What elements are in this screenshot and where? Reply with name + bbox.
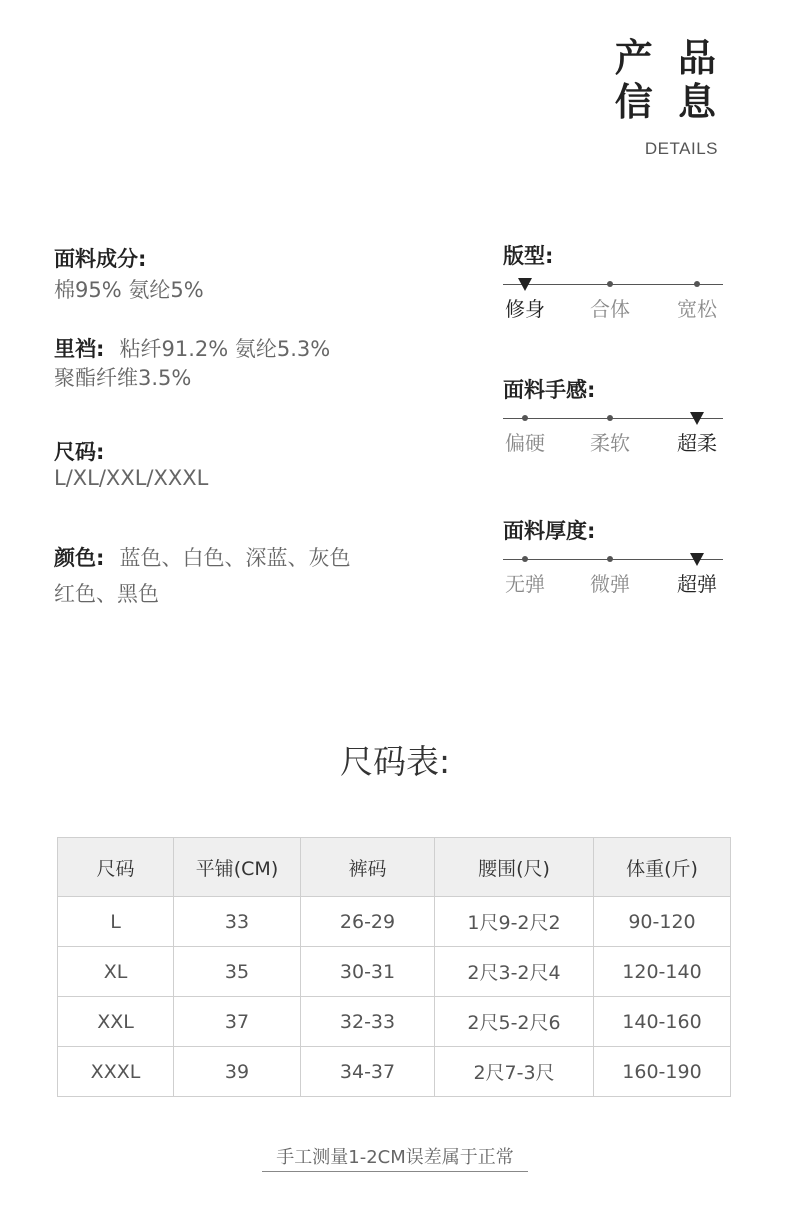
scale-dot bbox=[522, 556, 528, 562]
table-cell: 2尺5-2尺6 bbox=[435, 997, 594, 1047]
color-value-1: 蓝色、白色、深蓝、灰色 bbox=[119, 546, 351, 570]
table-cell: L bbox=[58, 897, 174, 947]
header-cell: 尺码 bbox=[58, 838, 174, 897]
table-cell: 35 bbox=[174, 947, 301, 997]
color-row bbox=[54, 542, 351, 572]
table-cell: 2尺7-3尺 bbox=[435, 1047, 594, 1097]
table-row bbox=[58, 897, 731, 947]
table-cell: XXXL bbox=[58, 1047, 174, 1097]
scale-option: 合体 bbox=[590, 297, 630, 321]
table-cell: 1尺9-2尺2 bbox=[435, 897, 594, 947]
table-cell: 90-120 bbox=[594, 897, 731, 947]
selected-marker-icon bbox=[518, 278, 532, 291]
fabric-value: 棉95% 氨纶5% bbox=[54, 278, 204, 302]
note-underline bbox=[262, 1171, 528, 1172]
scale-dot bbox=[522, 415, 528, 421]
scale-dot bbox=[607, 415, 613, 421]
scale-option: 修身 bbox=[505, 297, 545, 321]
title-line-1: 产 品 bbox=[614, 36, 722, 80]
header-cell: 体重(斤) bbox=[594, 838, 731, 897]
title-line-2: 信 息 bbox=[614, 80, 722, 124]
scale-option: 偏硬 bbox=[505, 431, 545, 455]
table-cell: 39 bbox=[174, 1047, 301, 1097]
table-row bbox=[58, 947, 731, 997]
scale-option: 宽松 bbox=[677, 297, 717, 321]
table-cell: 26-29 bbox=[301, 897, 435, 947]
table-cell: 34-37 bbox=[301, 1047, 435, 1097]
lining-value-1: 粘纤91.2% 氨纶5.3% bbox=[119, 337, 331, 361]
table-cell: 37 bbox=[174, 997, 301, 1047]
scale-dot bbox=[607, 281, 613, 287]
table-row bbox=[58, 997, 731, 1047]
table-cell: XXL bbox=[58, 997, 174, 1047]
table-cell: 120-140 bbox=[594, 947, 731, 997]
table-cell: 33 bbox=[174, 897, 301, 947]
scale-track bbox=[503, 284, 723, 285]
scale-title: 面料手感: bbox=[503, 378, 596, 402]
scale-option: 无弹 bbox=[505, 572, 545, 596]
color-value-2: 红色、黑色 bbox=[54, 582, 159, 606]
page-title bbox=[615, 36, 722, 124]
table-cell: XL bbox=[58, 947, 174, 997]
scale-option: 柔软 bbox=[590, 431, 630, 455]
color-label: 颜色: bbox=[54, 546, 105, 570]
scale-dot bbox=[694, 281, 700, 287]
scale-option: 微弹 bbox=[590, 572, 630, 596]
table-cell: 2尺3-2尺4 bbox=[435, 947, 594, 997]
selected-marker-icon bbox=[690, 553, 704, 566]
page-subtitle: DETAILS bbox=[644, 139, 718, 158]
measurement-note: 手工测量1-2CM误差属于正常 bbox=[276, 1147, 514, 1168]
size-table-title: 尺码表: bbox=[339, 742, 451, 781]
scale-title: 面料厚度: bbox=[503, 519, 596, 543]
table-row bbox=[58, 1047, 731, 1097]
table-cell: 140-160 bbox=[594, 997, 731, 1047]
lining-value-2: 聚酯纤维3.5% bbox=[54, 366, 192, 390]
table-cell: 32-33 bbox=[301, 997, 435, 1047]
selected-marker-icon bbox=[690, 412, 704, 425]
size-table bbox=[57, 837, 731, 1097]
header-cell: 裤码 bbox=[301, 838, 435, 897]
size-value: L/XL/XXL/XXXL bbox=[54, 466, 209, 490]
lining-row bbox=[54, 333, 330, 363]
scale-title: 版型: bbox=[503, 244, 554, 268]
size-label: 尺码: bbox=[54, 440, 105, 464]
scale-option: 超柔 bbox=[677, 431, 717, 455]
scale-dot bbox=[607, 556, 613, 562]
fabric-label: 面料成分: bbox=[54, 247, 147, 271]
scale-option: 超弹 bbox=[677, 572, 717, 596]
header-cell: 腰围(尺) bbox=[435, 838, 594, 897]
header-cell: 平铺(CM) bbox=[174, 838, 301, 897]
lining-label: 里裆: bbox=[54, 337, 105, 361]
table-cell: 30-31 bbox=[301, 947, 435, 997]
table-cell: 160-190 bbox=[594, 1047, 731, 1097]
table-header-row bbox=[58, 838, 731, 897]
